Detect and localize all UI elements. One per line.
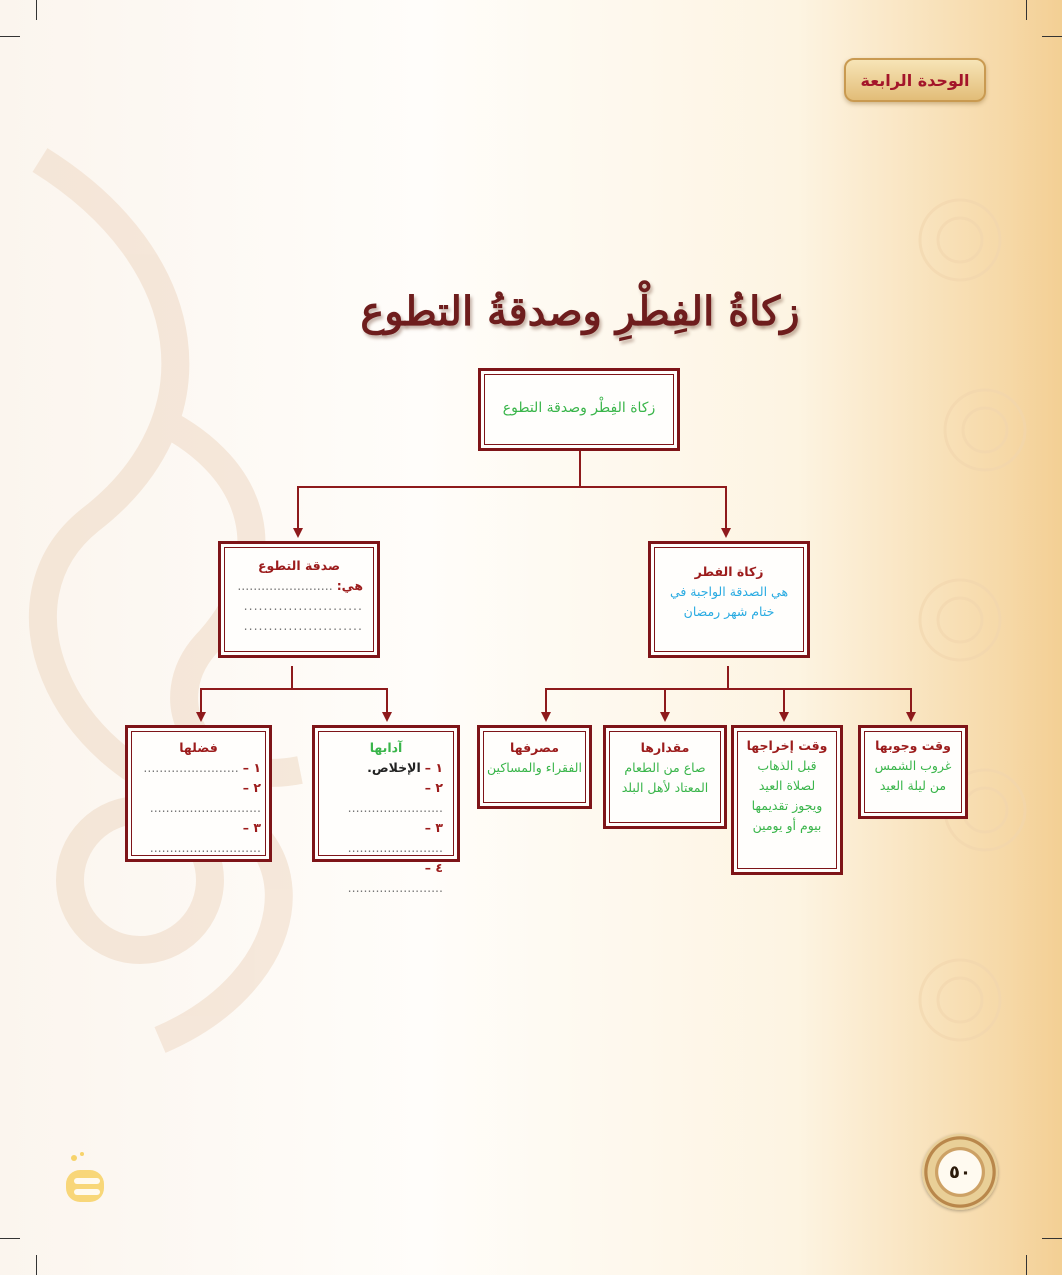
- connector-line: [297, 486, 299, 530]
- crop-mark: [36, 1255, 37, 1275]
- connector-line: [297, 486, 727, 488]
- unit-badge: [844, 58, 986, 102]
- etiquette-box: [312, 725, 460, 895]
- time-pay-text: قبل الذهاب: [757, 758, 817, 773]
- connector-line: [200, 688, 388, 690]
- blank-line: ........................: [243, 598, 363, 613]
- arrow-icon: [906, 712, 916, 722]
- sadaqa-box: [218, 541, 380, 658]
- time-due-text: غروب الشمس: [874, 758, 952, 773]
- amount-heading: مقدارها: [640, 740, 690, 755]
- connector-line: [910, 688, 912, 714]
- amount-box: [603, 725, 727, 829]
- arrow-icon: [660, 712, 670, 722]
- amount-text: المعتاد لأهل البلد: [621, 780, 709, 795]
- zakat-fitr-definition: ختام شهر رمضان: [683, 604, 775, 619]
- connector-line: [386, 688, 388, 714]
- time-pay-text: ويجوز تقديمها: [751, 798, 823, 813]
- connector-line: [725, 486, 727, 530]
- root-label: زكاة الفِطْر وصدقة التطوع: [502, 400, 656, 416]
- arrow-icon: [196, 712, 206, 722]
- crop-mark: [1042, 1238, 1062, 1239]
- page-number: ٥٠: [949, 1161, 971, 1183]
- list-item: ٣ – ............................: [149, 820, 261, 855]
- time-due-text: من ليلة العيد: [879, 778, 947, 793]
- crop-mark: [1042, 36, 1062, 37]
- page-number-medallion: [922, 1134, 998, 1210]
- connector-line: [727, 666, 729, 688]
- recipients-box: [477, 725, 592, 809]
- connector-line: [200, 688, 202, 714]
- list-item: ٣ – ........................: [347, 820, 443, 855]
- sadaqa-def-label: هي:: [336, 578, 363, 593]
- crop-mark: [0, 1238, 20, 1239]
- page-title: زكاةُ الفِطْرِ وصدقةُ التطوع: [360, 288, 800, 335]
- list-item: ٢ – ............................: [149, 780, 261, 815]
- crop-mark: [0, 36, 20, 37]
- recipients-text: الفقراء والمساكين: [487, 760, 582, 775]
- blank-line: ........................: [243, 618, 363, 633]
- list-item: ٢ – ........................: [347, 780, 443, 815]
- connector-line: [664, 688, 666, 714]
- arrow-icon: [541, 712, 551, 722]
- connector-line: [545, 688, 547, 714]
- arrow-icon: [293, 528, 303, 538]
- publisher-logo-icon: [60, 1148, 110, 1208]
- root-box: [478, 368, 680, 451]
- time-pay-text: بيوم أو يومين: [752, 818, 822, 833]
- zakat-fitr-definition: هي الصدقة الواجبة في: [669, 584, 789, 599]
- time-due-box: [858, 725, 968, 819]
- connector-line: [291, 666, 293, 688]
- zakat-fitr-box: [648, 541, 810, 658]
- amount-text: صاع من الطعام: [624, 760, 706, 775]
- sadaqa-heading: صدقة التطوع: [257, 558, 341, 573]
- arrow-icon: [721, 528, 731, 538]
- connector-line: [545, 688, 912, 690]
- connector-line: [783, 688, 785, 714]
- recipients-heading: مصرفها: [510, 740, 559, 755]
- time-pay-text: لصلاة العيد: [758, 778, 816, 793]
- arrow-icon: [382, 712, 392, 722]
- crop-mark: [1026, 1255, 1027, 1275]
- connector-line: [579, 450, 581, 486]
- crop-mark: [1026, 0, 1027, 20]
- blank-line: ........................: [237, 578, 333, 593]
- sadaqa-definition: [221, 576, 377, 596]
- virtues-box: [125, 725, 272, 862]
- list-item: ١ – الإخلاص.: [367, 760, 443, 775]
- zakat-fitr-heading: زكاة الفطر: [694, 564, 764, 579]
- time-due-heading: وقت وجوبها: [875, 738, 951, 753]
- arrow-icon: [779, 712, 789, 722]
- time-pay-box: [731, 725, 843, 875]
- virtues-heading: فضلها: [179, 740, 218, 755]
- list-item: ١ – ........................: [143, 760, 261, 775]
- list-item: ٤ – ........................: [347, 860, 443, 895]
- time-pay-heading: وقت إخراجها: [746, 738, 828, 753]
- unit-label: الوحدة الرابعة: [860, 70, 970, 90]
- etiquette-heading: آدابها: [369, 740, 403, 755]
- crop-mark: [36, 0, 37, 20]
